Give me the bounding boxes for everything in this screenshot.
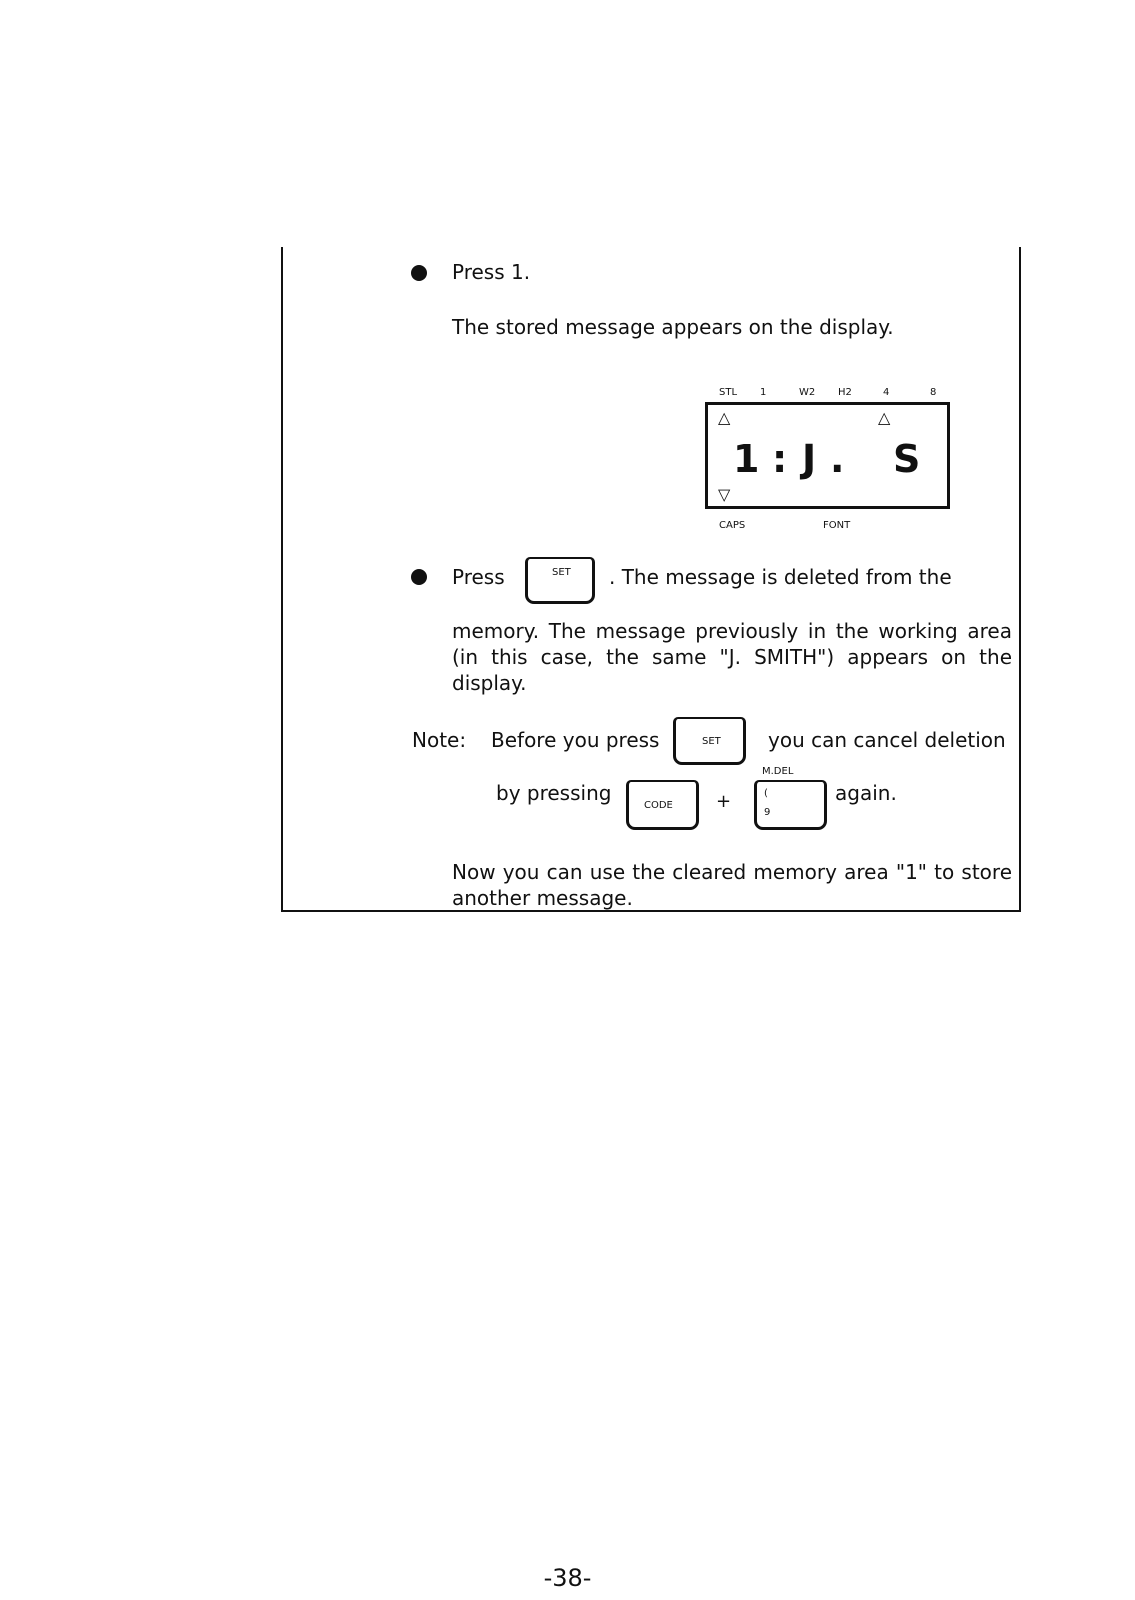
set-key	[673, 717, 746, 765]
note-after: you can cancel deletion	[768, 728, 1006, 752]
up-triangle-icon: △	[878, 408, 891, 427]
nine-key-bottom: 9	[764, 807, 771, 818]
nine-key-top: (	[764, 788, 768, 799]
down-triangle-icon: ▽	[718, 485, 731, 504]
note-before: Before you press	[491, 728, 660, 752]
lcd-char: J	[802, 437, 817, 481]
indicator-caps: CAPS	[719, 520, 746, 531]
step1-instruction: Press 1.	[452, 260, 531, 284]
note-label: Note:	[412, 728, 467, 752]
lcd-char: .	[830, 437, 845, 481]
indicator-4: 4	[883, 387, 890, 398]
step2-press: Press	[452, 565, 505, 589]
indicator-h2: H2	[838, 387, 852, 398]
nine-key	[754, 780, 827, 830]
lcd-char: :	[772, 437, 788, 481]
indicator-1: 1	[760, 387, 767, 398]
indicator-w2: W2	[799, 387, 816, 398]
step2-after-key: . The message is deleted from the	[609, 565, 952, 589]
lcd-char: S	[893, 437, 921, 481]
lcd-char: 1	[733, 437, 760, 481]
indicator-stl: STL	[719, 387, 738, 398]
code-key	[626, 780, 699, 830]
indicator-font: FONT	[823, 520, 851, 531]
set-key-label: SET	[552, 567, 571, 578]
page-number: -38-	[543, 1564, 592, 1592]
step1-result: The stored message appears on the display.	[452, 315, 894, 339]
mdel-label: M.DEL	[762, 766, 794, 777]
up-triangle-icon: △	[718, 408, 731, 427]
step2-continuation: memory. The message previously in the working area (in this case, the same "J. SMITH") appears on the display.	[452, 619, 1012, 695]
final-text: Now you can use the cleared memory area "1" to store another message.	[452, 860, 1012, 910]
note-by-pressing: by pressing	[496, 781, 612, 805]
note-again: again.	[835, 781, 897, 805]
lcd-display	[705, 402, 950, 509]
bullet-step2	[411, 569, 427, 585]
bullet-step1	[411, 265, 427, 281]
set-key-label: SET	[702, 736, 721, 747]
code-key-label: CODE	[644, 800, 673, 811]
plus-sign: +	[716, 791, 732, 812]
set-key	[525, 557, 595, 604]
indicator-8: 8	[930, 387, 937, 398]
